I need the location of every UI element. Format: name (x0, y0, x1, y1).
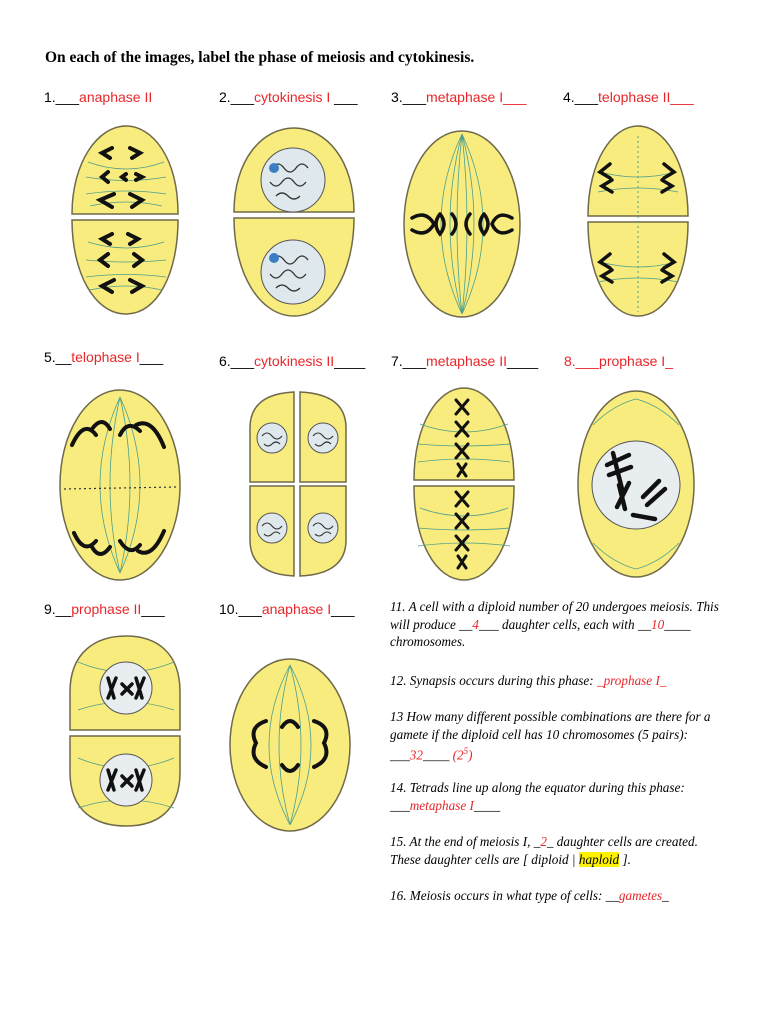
question-12: 12. Synapsis occurs during this phase: _prophase I_ (390, 673, 667, 688)
page-title: On each of the images, label the phase of meiosis and cytokinesis. (45, 49, 475, 66)
highlighted-answer: haploid (578, 851, 620, 867)
cell-4-telophase-ii (584, 122, 692, 320)
cell-6-cytokinesis-ii (246, 388, 350, 580)
question-13: 13 How many different possible combinations are there for a gamete if the diploid cell has 10 chromosomes (5 pairs): ___32____ $(2^5)$ (390, 709, 711, 763)
cell-5-telophase-i (56, 385, 184, 585)
label-6: 6.___cytokinesis II____ (219, 353, 366, 369)
cell-8-prophase-i (573, 385, 699, 583)
label-9: 9.__prophase II___ (44, 601, 165, 617)
cell-3-metaphase-i (400, 126, 525, 322)
cell-9-prophase-ii (66, 632, 184, 830)
label-1: 1.___anaphase II (44, 89, 153, 105)
label-10: 10.___anaphase I___ (219, 601, 355, 617)
question-11: 11. A cell with a diploid number of 20 undergoes meiosis. This will produce __4___ daughter cells, each with __10____ chromosomes. (390, 599, 719, 649)
cell-7-metaphase-ii (410, 384, 518, 584)
cell-2-cytokinesis-i (230, 124, 358, 320)
label-8: 8.___prophase I_ (564, 353, 673, 369)
label-3: 3.___metaphase I___ (391, 89, 527, 105)
label-7: 7.___metaphase II____ (391, 353, 539, 369)
label-4: 4.___telophase II___ (563, 89, 694, 105)
label-2: 2.___cytokinesis I ___ (219, 89, 358, 105)
cell-1-anaphase-ii (68, 122, 183, 318)
question-15: 15. At the end of meiosis I, _2_ daughter cells are created. These daughter cells are [ diploid | haploid ]. (390, 834, 698, 867)
question-14: 14. Tetrads line up along the equator during this phase: ___metaphase I____ (390, 780, 685, 813)
label-5: 5.__telophase I___ (44, 349, 164, 365)
cell-10-anaphase-i (226, 655, 354, 835)
question-16: 16. Meiosis occurs in what type of cells: __gametes_ (390, 888, 669, 903)
